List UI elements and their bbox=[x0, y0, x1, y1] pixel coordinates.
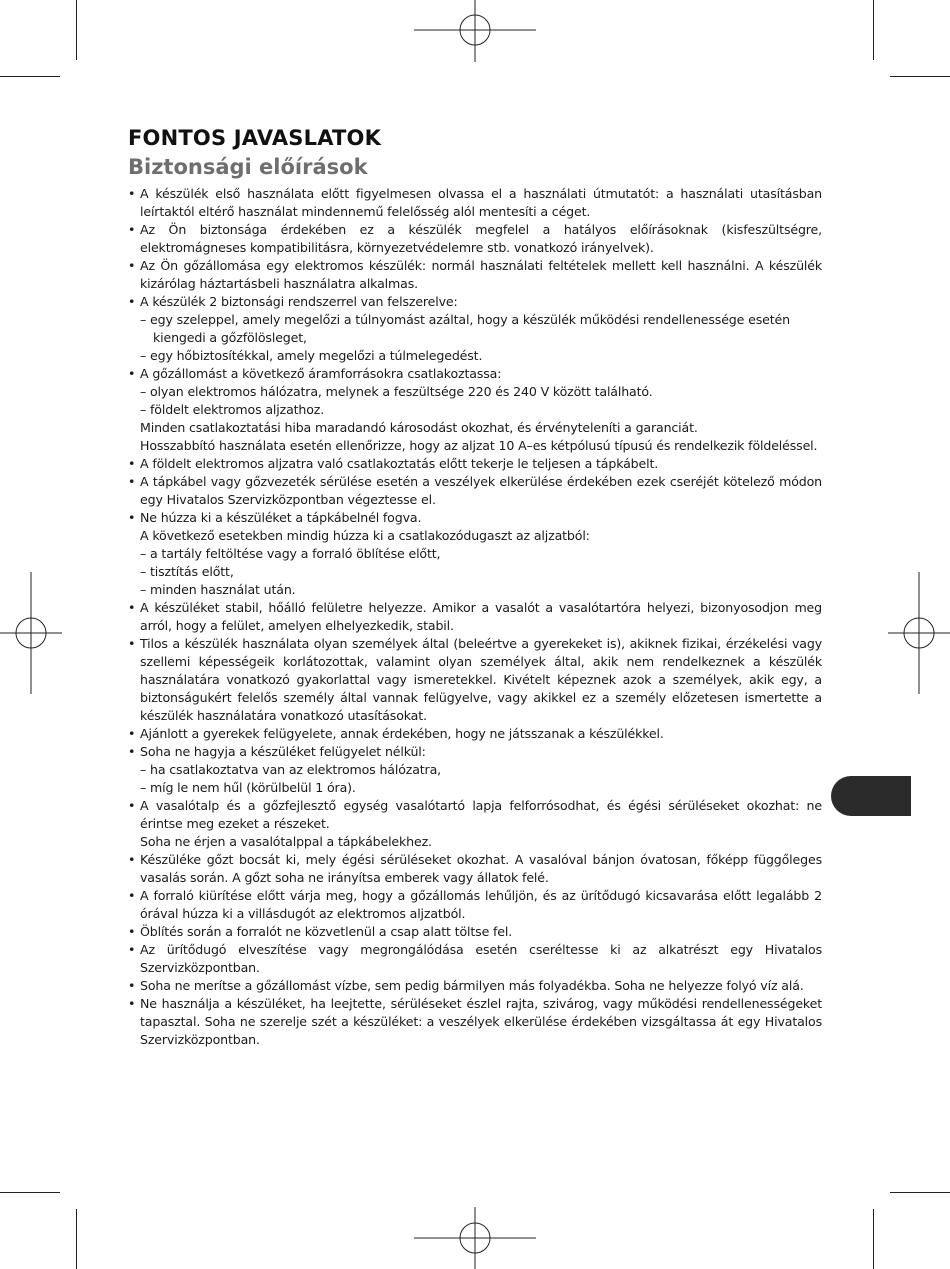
main-content bbox=[128, 124, 822, 1049]
list-item bbox=[128, 725, 822, 743]
item-intro: A következő esetekben mindig húzza ki a csatlakozódugaszt az aljzatból: bbox=[140, 528, 590, 543]
crop-mark bbox=[873, 0, 874, 60]
page-title: FONTOS JAVASLATOK bbox=[128, 126, 382, 150]
registration-mark-right bbox=[888, 572, 950, 694]
item-text: • Készüléke gőzt bocsát ki, mely égési sérüléseket okozhat. A vasalóval bánjon óvatosan, főképp függőleges vasalás során. A gőzt soha ne irányítsa emberek vagy állatok felé. bbox=[140, 852, 822, 885]
list-item bbox=[128, 941, 822, 977]
list-item bbox=[128, 923, 822, 941]
list-item bbox=[128, 455, 822, 473]
item-text: • A készülék 2 biztonsági rendszerrel van felszerelve: bbox=[140, 294, 458, 309]
item-note: Soha ne érjen a vasalótalppal a tápkábelekhez. bbox=[140, 834, 432, 849]
sub-item: – olyan elektromos hálózatra, melynek a feszültsége 220 és 240 V között található. bbox=[140, 384, 653, 399]
item-note: Minden csatlakoztatási hiba maradandó károsodást okozhat, és érvényteleníti a garanciát. bbox=[140, 420, 698, 435]
registration-mark-left bbox=[0, 572, 62, 694]
registration-mark-top bbox=[414, 0, 536, 64]
sub-item: – egy szeleppel, amely megelőzi a túlnyomást azáltal, hogy a készülék működési rendellenessége esetén kiengedi a gőzfölösleget, bbox=[140, 312, 790, 345]
crop-mark bbox=[890, 76, 950, 77]
item-text: • A vasalótalp és a gőzfejlesztő egység vasalótartó lapja felforrósodhat, és égési sérüléseket okozhat: ne érintse meg ezeket a részeket. bbox=[140, 798, 822, 831]
item-text: • Az Ön biztonsága érdekében ez a készülék megfelel a hatályos előírásoknak (kisfeszültségre, elektromágneses kompatibilitásra, környezetvédelemre stb. vonatkozó irányelvek). bbox=[140, 222, 822, 255]
item-text: • Soha ne merítse a gőzállomást vízbe, sem pedig bármilyen más folyadékba. Soha ne helyezze folyó víz alá. bbox=[140, 978, 804, 993]
section-tab-marker bbox=[831, 776, 911, 816]
list-item bbox=[128, 257, 822, 293]
item-text: • A földelt elektromos aljzatra való csatlakoztatás előtt tekerje le teljesen a tápkábelt. bbox=[140, 456, 659, 471]
list-item bbox=[128, 509, 822, 599]
crop-mark bbox=[76, 1209, 77, 1269]
item-text: • A készülék első használata előtt figyelmesen olvassa el a használati útmutatót: a használati utasításban leírtaktól eltérő használat mindennemű felelősség alól mentesíti a céget. bbox=[140, 186, 822, 219]
list-item bbox=[128, 887, 822, 923]
crop-mark bbox=[0, 1192, 60, 1193]
list-item bbox=[128, 743, 822, 797]
item-text: • A tápkábel vagy gőzvezeték sérülése esetén a veszélyek elkerülése érdekében ezek cseréjét kötelező módon egy Hivatalos Szervizközpontban végeztesse el. bbox=[140, 474, 822, 507]
item-text: • A gőzállomást a következő áramforrásokra csatlakoztassa: bbox=[140, 366, 502, 381]
registration-mark-bottom bbox=[414, 1205, 536, 1269]
crop-mark bbox=[890, 1192, 950, 1193]
sub-item: – egy hőbiztosítékkal, amely megelőzi a túlmelegedést. bbox=[140, 348, 483, 363]
sub-item: – míg le nem hűl (körülbelül 1 óra). bbox=[140, 780, 356, 795]
item-text: • Öblítés során a forralót ne közvetlenül a csap alatt töltse fel. bbox=[140, 924, 513, 939]
list-item bbox=[128, 473, 822, 509]
sub-item: – tisztítás előtt, bbox=[140, 564, 234, 579]
item-text: • Ajánlott a gyerekek felügyelete, annak érdekében, hogy ne játsszanak a készülékkel. bbox=[140, 726, 664, 741]
item-text: • Soha ne hagyja a készüléket felügyelet nélkül: bbox=[140, 744, 426, 759]
safety-list bbox=[128, 185, 822, 1049]
section-subtitle: Biztonsági előírások bbox=[128, 155, 368, 179]
crop-mark bbox=[873, 1209, 874, 1269]
item-text: • A készüléket stabil, hőálló felületre helyezze. Amikor a vasalót a vasalótartóra helyezi, bizonyosodjon meg arról, hogy a felület, amelyen elhelyezkedik, stabil. bbox=[140, 600, 822, 633]
sub-item: – földelt elektromos aljzathoz. bbox=[140, 402, 325, 417]
list-item bbox=[128, 221, 822, 257]
crop-mark bbox=[76, 0, 77, 60]
list-item bbox=[128, 185, 822, 221]
list-item bbox=[128, 635, 822, 725]
sub-item: – a tartály feltöltése vagy a forraló öblítése előtt, bbox=[140, 546, 441, 561]
list-item bbox=[128, 797, 822, 851]
list-item bbox=[128, 995, 822, 1049]
sub-item: – minden használat után. bbox=[140, 582, 296, 597]
list-item bbox=[128, 365, 822, 455]
list-item bbox=[128, 977, 822, 995]
crop-mark bbox=[0, 76, 60, 77]
item-note: Hosszabbító használata esetén ellenőrizze, hogy az aljzat 10 A–es kétpólusú típusú és rendelkezik földeléssel. bbox=[140, 438, 818, 453]
item-text: • Az ürítődugó elveszítése vagy megrongálódása esetén cseréltesse ki az alkatrészt egy Hivatalos Szervizközpontban. bbox=[140, 942, 822, 975]
list-item bbox=[128, 599, 822, 635]
sub-item: – ha csatlakoztatva van az elektromos hálózatra, bbox=[140, 762, 442, 777]
item-text: • Ne használja a készüléket, ha leejtette, sérüléseket észlel rajta, szivárog, vagy működési rendellenességeket tapasztal. Soha ne szerelje szét a készüléket: a veszélyek elkerülése érdekében vizsgáltassa át egy Hivatalos Szervizközpontban. bbox=[140, 996, 822, 1047]
item-text: • A forraló kiürítése előtt várja meg, hogy a gőzállomás lehűljön, és az ürítődugó kicsavarása előtt legalább 2 órával húzza ki a villásdugót az elektromos aljzatból. bbox=[140, 888, 822, 921]
item-text: • Az Ön gőzállomása egy elektromos készülék: normál használati feltételek mellett kell használni. A készülék kizárólag háztartásbeli használatra alkalmas. bbox=[140, 258, 822, 291]
list-item bbox=[128, 293, 822, 365]
item-text: • Tilos a készülék használata olyan személyek által (beleértve a gyerekeket is), akiknek fizikai, érzékelési vagy szellemi képességeik korlátozottak, valamint olyan személyek által, akik nem rendelkeznek a készülék használatára vonatkozó gyakorlattal vagy ismeretekkel. Kivételt képeznek azok a személyek, akik egy, a biztonságukért felelős személy által vannak felügyelve, vagy akikkel ez a személy előzetesen ismertette a készülék használatára vonatkozó utasításokat. bbox=[140, 636, 822, 723]
item-text: • Ne húzza ki a készüléket a tápkábelnél fogva. bbox=[140, 510, 422, 525]
list-item bbox=[128, 851, 822, 887]
